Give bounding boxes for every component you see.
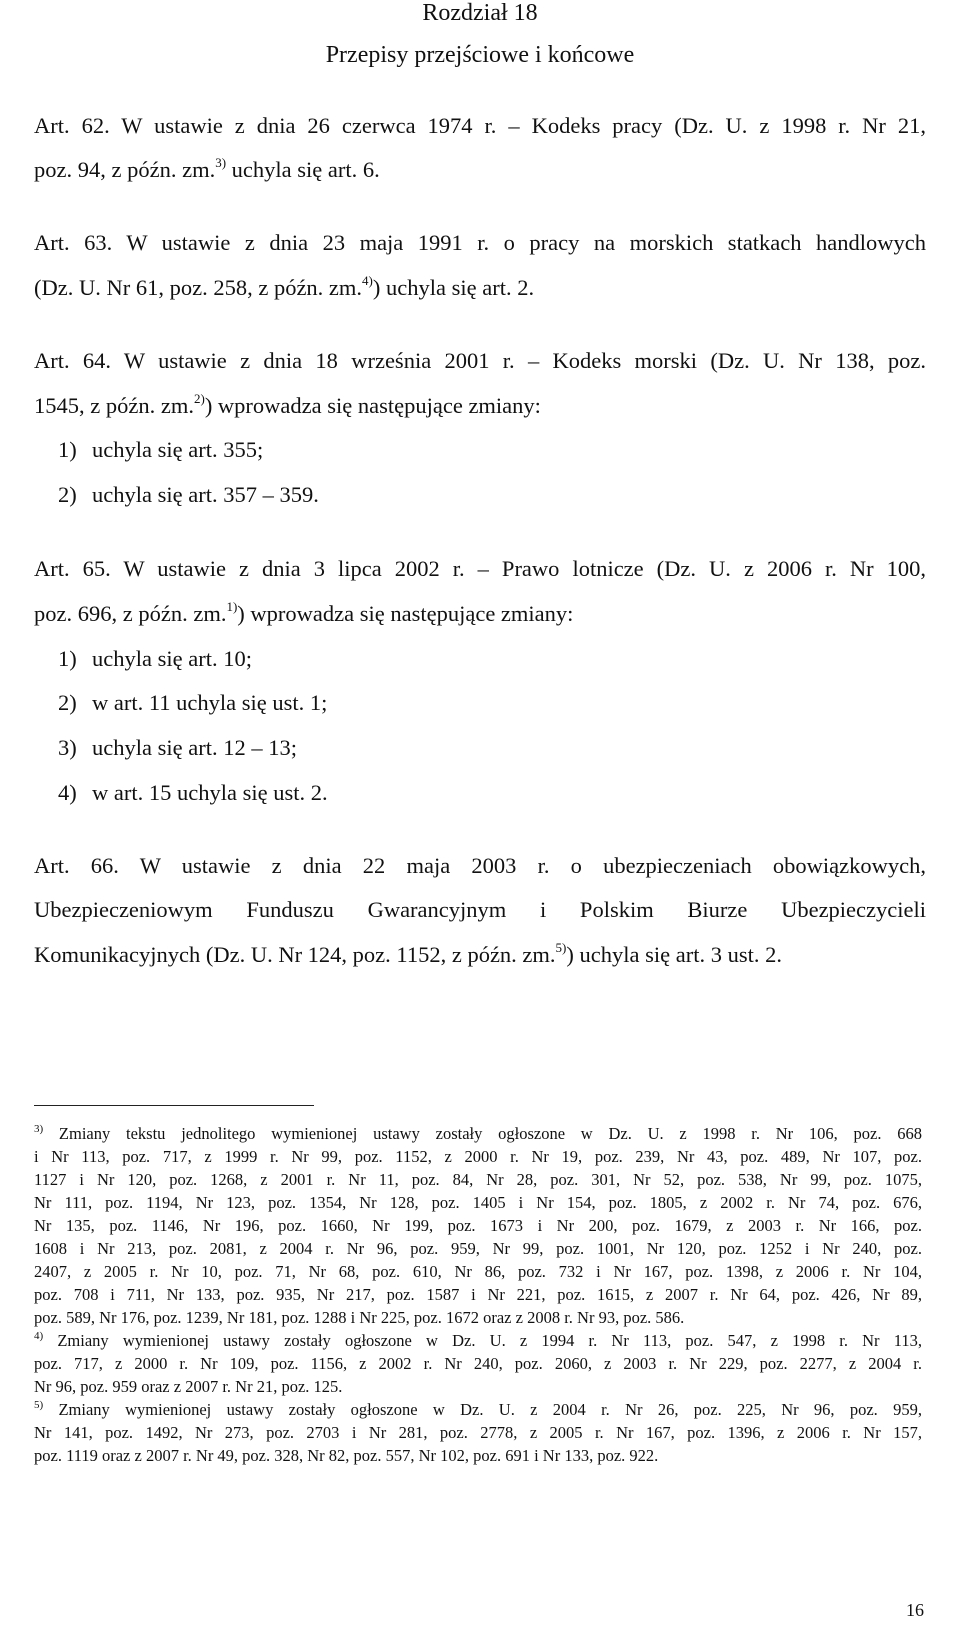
art63-text-a: (Dz. U. Nr 61, poz. 258, z późn. zm. [34, 275, 363, 300]
art65-line1: Art. 65. W ustawie z dnia 3 lipca 2002 r. – Prawo lotnicze (Dz. U. z 2006 r. Nr 100, [34, 556, 926, 581]
art64-text-a: 1545, z późn. zm. [34, 393, 194, 418]
list-item [58, 646, 252, 672]
art66-line3 [34, 942, 782, 968]
art64-line1: Art. 64. W ustawie z dnia 18 września 2001 r. – Kodeks morski (Dz. U. Nr 138, poz. [34, 348, 926, 373]
art63-line2 [34, 275, 534, 301]
footnote-3-line: 1127 i Nr 120, poz. 1268, z 2001 r. Nr 11, poz. 84, Nr 28, poz. 301, Nr 52, poz. 538, Nr 99, poz. 1075, [34, 1170, 922, 1189]
list-item-number: 3) [58, 735, 77, 760]
list-item-text: uchyla się art. 357 – 359. [92, 482, 319, 507]
footnote-ref-3: 3) [215, 155, 227, 170]
footnote-ref-4: 4) [362, 273, 373, 288]
art66-line2: Ubezpieczeniowym Funduszu Gwarancyjnym i Polskim Biurze Ubezpieczycieli [34, 897, 926, 922]
list-item [58, 482, 319, 508]
chapter-subtitle: Przepisy przejściowe i końcowe [325, 42, 635, 68]
footnote-3-line: i Nr 113, poz. 717, z 1999 r. Nr 99, poz. 1152, z 2000 r. Nr 19, poz. 239, Nr 43, poz. 489, Nr 107, poz. [34, 1147, 922, 1166]
page-number: 16 [906, 1600, 924, 1620]
art66-line1: Art. 66. W ustawie z dnia 22 maja 2003 r. o ubezpieczeniach obowiązkowych, [34, 853, 926, 878]
footnote-4-line: poz. 717, z 2000 r. Nr 109, poz. 1156, z 2002 r. Nr 240, poz. 2060, z 2003 r. Nr 229, poz. 2277, z 2004 r. [34, 1354, 922, 1373]
art62-text-a: poz. 94, z późn. zm. [34, 157, 216, 182]
art66-text-a: Komunikacyjnych (Dz. U. Nr 124, poz. 1152, z późn. zm. [34, 942, 556, 967]
footnote-ref-2: 2) [193, 391, 205, 406]
art62-text-b: uchyla się art. 6. [226, 157, 380, 182]
list-item-number: 1) [58, 646, 77, 671]
art65-line2 [34, 601, 573, 627]
footnote-3-line: Nr 111, poz. 1194, Nr 123, poz. 1354, Nr 128, poz. 1405 i Nr 154, poz. 1805, z 2002 r. Nr 74, poz. 676, [34, 1193, 922, 1212]
art62-line2 [34, 157, 380, 183]
art65-text-b: ) wprowadza się następujące zmiany: [237, 601, 574, 626]
footnote-5-line: poz. 1119 oraz z 2007 r. Nr 49, poz. 328, Nr 82, poz. 557, Nr 102, poz. 691 i Nr 133, poz. 922. [34, 1446, 659, 1465]
footnote-3-line: 2407, z 2005 r. Nr 10, poz. 71, Nr 68, poz. 610, Nr 86, poz. 732 i Nr 167, poz. 1398, z 2006 r. Nr 104, [34, 1262, 922, 1281]
list-item-text: uchyla się art. 12 – 13; [92, 735, 297, 760]
art63-text-b: ) uchyla się art. 2. [372, 275, 535, 300]
footnote-text: Zmiany wymienionej ustawy zostały ogłoszone w Dz. U. z 1994 r. Nr 113, poz. 547, z 1998 r. Nr 113, [43, 1331, 922, 1350]
list-item-text: uchyla się art. 10; [92, 646, 252, 671]
art64-line2 [34, 393, 541, 419]
list-item-number: 2) [58, 482, 77, 507]
list-item [58, 780, 328, 806]
list-item-number: 2) [58, 690, 77, 715]
footnote-marker-5: 5) [34, 1399, 44, 1411]
footnote-5-line: Nr 141, poz. 1492, Nr 273, poz. 2703 i Nr 281, poz. 2778, z 2005 r. Nr 167, poz. 1396, z 2006 r. Nr 157, [34, 1423, 922, 1442]
list-item [58, 735, 297, 761]
art62-line1: Art. 62. W ustawie z dnia 26 czerwca 1974 r. – Kodeks pracy (Dz. U. z 1998 r. Nr 21, [34, 113, 926, 138]
art65-text-a: poz. 696, z późn. zm. [34, 601, 227, 626]
list-item-text: w art. 15 uchyla się ust. 2. [92, 780, 328, 805]
chapter-title: Rozdział 18 [422, 0, 538, 26]
footnote-3-line [34, 1124, 922, 1144]
footnote-ref-5: 5) [555, 940, 567, 955]
footnote-5-line [34, 1400, 922, 1420]
list-item [58, 437, 263, 463]
list-item-text: uchyla się art. 355; [92, 437, 264, 462]
footnote-3-line: poz. 589, Nr 176, poz. 1239, Nr 181, poz. 1288 i Nr 225, poz. 1672 oraz z 2008 r. Nr 93, poz. 586. [34, 1308, 685, 1327]
footnote-marker-3: 3) [34, 1123, 44, 1135]
art63-line1: Art. 63. W ustawie z dnia 23 maja 1991 r. o pracy na morskich statkach handlowych [34, 230, 926, 255]
footnote-text: Zmiany wymienionej ustawy zostały ogłoszone w Dz. U. z 2004 r. Nr 26, poz. 225, Nr 96, poz. 959, [43, 1400, 922, 1419]
footnote-3-line: poz. 708 i 711, Nr 133, poz. 935, Nr 217, poz. 1587 i Nr 221, poz. 1615, z 2007 r. Nr 64, poz. 426, Nr 89, [34, 1285, 922, 1304]
footnote-4-line [34, 1331, 922, 1351]
footnote-text: Zmiany tekstu jednolitego wymienionej ustawy zostały ogłoszone w Dz. U. z 1998 r. Nr 106, poz. 668 [43, 1124, 922, 1143]
list-item [58, 690, 327, 716]
footnote-marker-4: 4) [34, 1330, 44, 1342]
footnote-3-line: Nr 135, poz. 1146, Nr 196, poz. 1660, Nr 199, poz. 1673 i Nr 200, poz. 1679, z 2003 r. Nr 166, poz. [34, 1216, 922, 1235]
footnote-4-line: Nr 96, poz. 959 oraz z 2007 r. Nr 21, poz. 125. [34, 1377, 343, 1396]
footnote-3-line: 1608 i Nr 213, poz. 2081, z 2004 r. Nr 96, poz. 959, Nr 99, poz. 1001, Nr 120, poz. 1252 i Nr 240, poz. [34, 1239, 922, 1258]
footnote-separator [34, 1105, 314, 1106]
list-item-number: 1) [58, 437, 77, 462]
list-item-number: 4) [58, 780, 77, 805]
art64-text-b: ) wprowadza się następujące zmiany: [204, 393, 541, 418]
footnote-ref-1: 1) [226, 599, 238, 614]
art66-text-b: ) uchyla się art. 3 ust. 2. [566, 942, 782, 967]
list-item-text: w art. 11 uchyla się ust. 1; [92, 690, 328, 715]
